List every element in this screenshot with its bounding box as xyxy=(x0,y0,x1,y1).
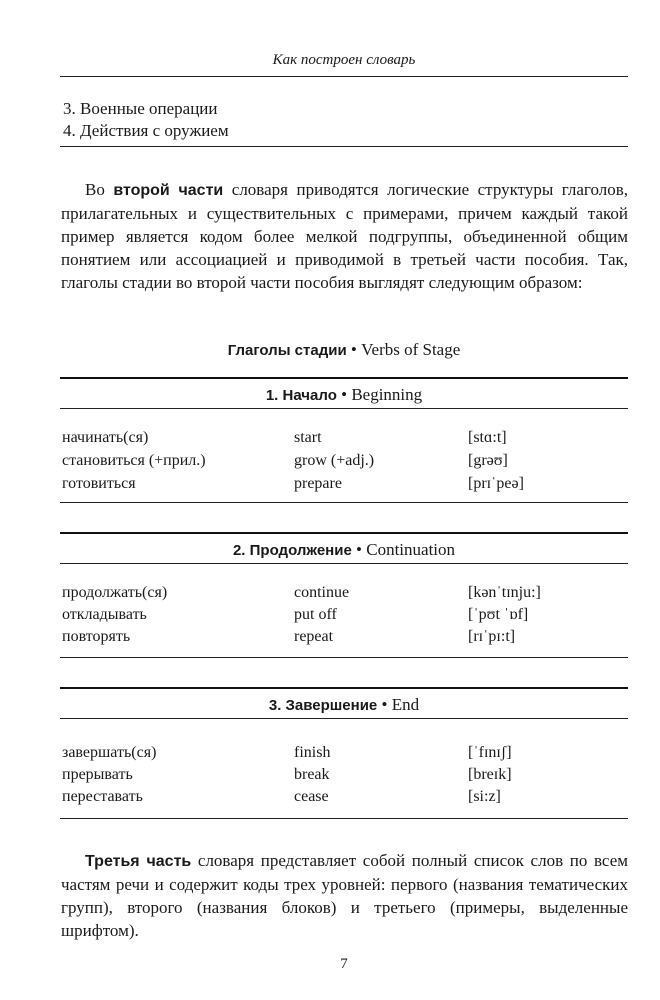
bullet-separator: • xyxy=(351,540,367,559)
section-title xyxy=(60,385,628,405)
table-row xyxy=(62,788,628,810)
russian-term: продолжать(ся) xyxy=(62,584,168,601)
russian-term: откладывать xyxy=(62,606,147,623)
english-term: put off xyxy=(294,606,337,623)
section-top-rule xyxy=(60,687,628,689)
transcription: [breɪk] xyxy=(468,766,512,783)
transcription: [ˈfɪnɪʃ] xyxy=(468,744,512,761)
outro-paragraph xyxy=(61,849,628,942)
table-row xyxy=(62,452,628,474)
page-number: 7 xyxy=(340,956,348,972)
section-title-ru: 2. Продолжение xyxy=(232,542,352,559)
intro-lead: Во xyxy=(85,180,114,199)
table-row xyxy=(62,429,628,451)
russian-term: прерывать xyxy=(62,766,133,783)
intro-rest: словаря приводятся логические структуры глаголов, прилагательных и существительных с примерами, причем каждый такой пример является кодом более мелкой подгруппы, объединенной общим понятием или ассоциацией и приводимой в третьей части пособия. Так, глаголы стадии во второй части пособия выглядят следующим образом: xyxy=(61,180,628,292)
list-item: 3. Военные операции xyxy=(63,99,218,118)
running-head-rule xyxy=(60,76,628,77)
transcription: [prɪˈpeə] xyxy=(468,475,524,492)
table-row xyxy=(62,744,628,766)
section-bottom-rule xyxy=(60,818,628,819)
section-bottom-rule xyxy=(60,657,628,658)
table-row xyxy=(62,606,628,628)
section-title-rule xyxy=(60,563,628,564)
table-row xyxy=(62,766,628,788)
transcription: [grəʊ] xyxy=(468,452,508,469)
section-title-rule xyxy=(60,408,628,409)
outro-rest: словаря представляет собой полный список слов по всем частям речи и содержит коды трех уровней: первого (названия тематических групп), второго (названия блоков) и третьего (примеры, выделенные шрифтом). xyxy=(61,851,628,940)
section-title-ru: 1. Начало xyxy=(265,387,337,404)
table-row xyxy=(62,475,628,497)
section-bottom-rule xyxy=(60,502,628,503)
bullet-separator: • xyxy=(336,385,352,404)
section-title-en: Beginning xyxy=(351,385,423,404)
english-term: finish xyxy=(294,744,331,761)
russian-term: переставать xyxy=(62,788,143,805)
table-heading xyxy=(60,340,628,360)
section-title xyxy=(60,540,628,560)
intro-paragraph xyxy=(61,178,628,294)
intro-bold: второй части xyxy=(113,182,224,199)
transcription: [kənˈtɪnju:] xyxy=(468,584,541,601)
english-term: break xyxy=(294,766,330,783)
section-top-rule xyxy=(60,532,628,534)
section-title-en: End xyxy=(391,695,420,714)
russian-term: завершать(ся) xyxy=(62,744,157,761)
english-term: continue xyxy=(294,584,350,601)
category-list xyxy=(63,98,229,142)
table-row xyxy=(62,628,628,650)
english-term: grow (+adj.) xyxy=(294,452,375,469)
english-term: repeat xyxy=(294,628,334,645)
english-term: start xyxy=(294,429,322,446)
transcription: [stɑ:t] xyxy=(468,429,507,446)
bullet-separator: • xyxy=(377,695,392,714)
english-term: prepare xyxy=(294,475,342,492)
section-top-rule xyxy=(60,377,628,379)
table-heading-ru: Глаголы стадии xyxy=(227,342,347,359)
table-heading-en: Verbs of Stage xyxy=(361,340,461,359)
transcription: [rɪˈpɪ:t] xyxy=(468,628,516,645)
russian-term: начинать(ся) xyxy=(62,429,149,446)
outro-bold: Третья часть xyxy=(85,853,192,870)
list-rule xyxy=(60,146,628,147)
bullet-separator: • xyxy=(346,340,362,359)
transcription: [ˈpʊt ˈɒf] xyxy=(468,606,529,623)
list-item: 4. Действия с оружием xyxy=(63,121,229,140)
russian-term: повторять xyxy=(62,628,131,645)
russian-term: готовиться xyxy=(62,475,136,492)
english-term: cease xyxy=(294,788,329,805)
russian-term: становиться (+прил.) xyxy=(62,452,206,469)
section-title xyxy=(60,695,628,715)
section-title-en: Continuation xyxy=(366,540,456,559)
section-title-ru: 3. Завершение xyxy=(268,697,378,714)
section-title-rule xyxy=(60,718,628,719)
table-row xyxy=(62,584,628,606)
transcription: [si:z] xyxy=(468,788,501,805)
running-head: Как построен словарь xyxy=(272,52,416,68)
